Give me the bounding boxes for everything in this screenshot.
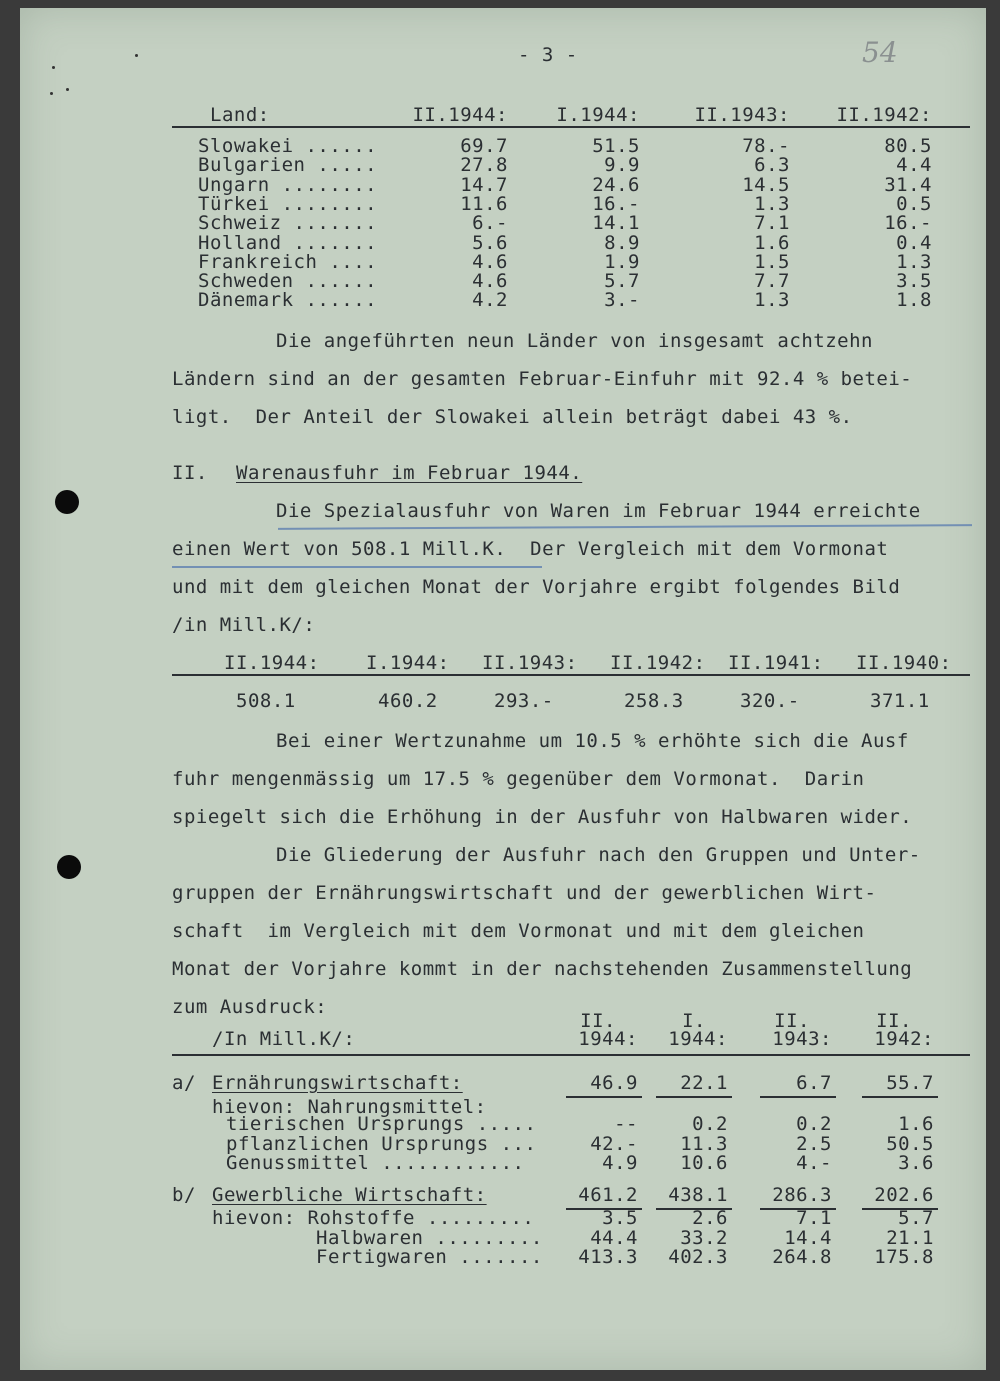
table3-header-year: 1944: bbox=[668, 1028, 728, 1050]
table1-value: 5.6 bbox=[472, 231, 508, 254]
table3-unit: /In Mill.K/: bbox=[212, 1028, 356, 1050]
table2-value: 293.- bbox=[494, 690, 554, 712]
table1-country: Frankreich .... bbox=[198, 250, 378, 273]
speck-mark bbox=[135, 54, 138, 57]
table1-country: Ungarn ........ bbox=[198, 173, 378, 196]
text-line: Bei einer Wertzunahme um 10.5 % erhöhte sich die Ausf bbox=[276, 730, 909, 752]
group-a-row-value: 4.9 bbox=[602, 1152, 638, 1174]
table2-value: 258.3 bbox=[624, 690, 684, 712]
group-b-row-value: 14.4 bbox=[784, 1226, 832, 1249]
group-a-row-value: 10.6 bbox=[680, 1152, 728, 1174]
group-a-row-value: 42.- bbox=[590, 1132, 638, 1155]
text-line: Die Gliederung der Ausfuhr nach den Gruppen und Unter- bbox=[276, 844, 921, 866]
table1-value: 31.4 bbox=[884, 173, 932, 196]
table3-header-rule bbox=[172, 1054, 970, 1056]
group-a-total-underline bbox=[862, 1096, 938, 1098]
table1-country: Bulgarien ..... bbox=[198, 154, 378, 177]
table1-value: 11.6 bbox=[460, 192, 508, 215]
text-line: fuhr mengenmässig um 17.5 % gegenüber dem Vormonat. Darin bbox=[172, 768, 865, 790]
table1-header-rule bbox=[172, 126, 970, 128]
table2-value: 371.1 bbox=[870, 690, 930, 712]
group-b-row-value: 413.3 bbox=[578, 1246, 638, 1268]
speck-mark bbox=[50, 92, 53, 95]
table1-header-land: Land: bbox=[210, 104, 270, 126]
punch-hole-bottom bbox=[57, 855, 81, 879]
text-line: gruppen der Ernährungswirtschaft und der gewerblichen Wirt- bbox=[172, 882, 877, 904]
table1-value: 1.9 bbox=[604, 250, 640, 273]
table3-header-year: 1942: bbox=[874, 1028, 934, 1050]
group-b-row-value: 5.7 bbox=[898, 1207, 934, 1229]
group-a-title: Ernährungswirtschaft: bbox=[212, 1072, 463, 1094]
blue-pencil-underline bbox=[278, 524, 972, 530]
group-b-row-value: 21.1 bbox=[886, 1226, 934, 1249]
group-a-row-label: pflanzlichen Ursprungs ... bbox=[226, 1132, 537, 1155]
pencil-annotation: 54 bbox=[862, 36, 898, 69]
table1-value: 51.5 bbox=[592, 135, 640, 157]
table1-value: 80.5 bbox=[884, 135, 932, 157]
table2-header-rule bbox=[172, 674, 970, 676]
table1-value: 4.6 bbox=[472, 270, 508, 293]
table1-value: 3.5 bbox=[896, 270, 932, 293]
table1-value: 69.7 bbox=[460, 135, 508, 157]
table1-value: 1.5 bbox=[754, 250, 790, 273]
table1-value: 4.6 bbox=[472, 250, 508, 273]
group-a-row-value: 4.- bbox=[796, 1152, 832, 1174]
table2-value: 508.1 bbox=[236, 690, 296, 712]
group-b-row-value: 44.4 bbox=[590, 1226, 638, 1249]
group-b-row-label: Halbwaren ......... bbox=[316, 1226, 543, 1249]
table1-value: 4.4 bbox=[896, 154, 932, 177]
section-title: Warenausfuhr im Februar 1944. bbox=[236, 462, 583, 484]
group-a-row-value: 0.2 bbox=[692, 1113, 728, 1135]
group-a-total-underline bbox=[760, 1096, 836, 1098]
group-a-row-label: Genussmittel ............ bbox=[226, 1152, 525, 1174]
table1-country: Schweden ...... bbox=[198, 270, 378, 293]
text-line: ligt. Der Anteil der Slowakei allein beträgt dabei 43 %. bbox=[172, 406, 853, 428]
table1-value: 16.- bbox=[592, 192, 640, 215]
group-b-title: Gewerbliche Wirtschaft: bbox=[212, 1184, 487, 1206]
text-line: Die Spezialausfuhr von Waren im Februar 1944 erreichte bbox=[276, 500, 921, 522]
table1-header-col: II.1943: bbox=[694, 104, 790, 126]
table1-value: 3.- bbox=[604, 289, 640, 312]
group-b-total-value: 438.1 bbox=[668, 1184, 728, 1206]
text-line: zum Ausdruck: bbox=[172, 996, 328, 1018]
table1-header-col: II.1942: bbox=[836, 104, 932, 126]
text-line: schaft im Vergleich mit dem Vormonat und mit dem gleichen bbox=[172, 920, 865, 942]
table2-header-year: II.1941: bbox=[728, 652, 824, 674]
table3-header-period: II. bbox=[876, 1010, 912, 1032]
table1-value: 0.4 bbox=[896, 231, 932, 254]
group-b-row-label: hievon: Rohstoffe ......... bbox=[212, 1207, 535, 1229]
table1-value: 24.6 bbox=[592, 173, 640, 196]
table1-header-col: II.1944: bbox=[412, 104, 508, 126]
text-line: /in Mill.K/: bbox=[172, 614, 316, 636]
speck-mark bbox=[52, 66, 55, 69]
group-b-row-value: 2.6 bbox=[692, 1207, 728, 1229]
group-a-total-underline bbox=[566, 1096, 642, 1098]
group-b-row-value: 175.8 bbox=[874, 1246, 934, 1268]
text-line: und mit dem gleichen Monat der Vorjahre ergibt folgendes Bild bbox=[172, 576, 901, 598]
table1-country: Schweiz ....... bbox=[198, 212, 378, 235]
group-a-total-value: 6.7 bbox=[796, 1072, 832, 1094]
table1-country: Türkei ........ bbox=[198, 192, 378, 215]
table1-value: 6.3 bbox=[754, 154, 790, 177]
text-line: einen Wert von 508.1 Mill.K. Der Vergleich mit dem Vormonat bbox=[172, 538, 889, 560]
group-b-total-value: 286.3 bbox=[772, 1184, 832, 1206]
table1-value: 14.7 bbox=[460, 173, 508, 196]
group-a-row-label: tierischen Ursprungs ..... bbox=[226, 1113, 537, 1135]
group-b-row-value: 3.5 bbox=[602, 1207, 638, 1229]
table1-value: 4.2 bbox=[472, 289, 508, 312]
table1-country: Holland ....... bbox=[198, 231, 378, 254]
section-number: II. bbox=[172, 462, 208, 484]
group-b-row-value: 7.1 bbox=[796, 1207, 832, 1229]
group-a-row-value: 0.2 bbox=[796, 1113, 832, 1135]
document-page bbox=[20, 8, 986, 1370]
group-b-total-value: 461.2 bbox=[578, 1184, 638, 1206]
table2-header-year: I.1944: bbox=[366, 652, 450, 674]
text-line: Ländern sind an der gesamten Februar-Einfuhr mit 92.4 % betei- bbox=[172, 368, 913, 390]
table1-value: 7.7 bbox=[754, 270, 790, 293]
table1-value: 16.- bbox=[884, 212, 932, 235]
text-line: Die angeführten neun Länder von insgesamt achtzehn bbox=[276, 330, 873, 352]
table2-header-year: II.1942: bbox=[610, 652, 706, 674]
group-a-total-value: 46.9 bbox=[590, 1072, 638, 1094]
text-line: spiegelt sich die Erhöhung in der Ausfuhr von Halbwaren wider. bbox=[172, 806, 913, 828]
table2-value: 460.2 bbox=[378, 690, 438, 712]
table2-header-year: II.1940: bbox=[856, 652, 952, 674]
table2-header-year: II.1943: bbox=[482, 652, 578, 674]
table1-value: 1.3 bbox=[896, 250, 932, 273]
table1-value: 1.3 bbox=[754, 192, 790, 215]
group-b-label: b/ bbox=[172, 1184, 196, 1206]
page-number: - 3 - bbox=[518, 44, 578, 66]
speck-mark bbox=[66, 88, 69, 91]
table3-header-period: II. bbox=[774, 1010, 810, 1032]
group-a-total-value: 55.7 bbox=[886, 1072, 934, 1094]
table1-value: 7.1 bbox=[754, 212, 790, 235]
table3-header-period: I. bbox=[682, 1010, 706, 1032]
table1-value: 78.- bbox=[742, 135, 790, 157]
table2-value: 320.- bbox=[740, 690, 800, 712]
text-line: Monat der Vorjahre kommt in der nachstehenden Zusammenstellung bbox=[172, 958, 913, 980]
group-b-row-value: 402.3 bbox=[668, 1246, 728, 1268]
table3-header-period: II. bbox=[580, 1010, 616, 1032]
table1-value: 0.5 bbox=[896, 192, 932, 215]
group-a-label: a/ bbox=[172, 1072, 196, 1094]
blue-pencil-underline bbox=[172, 566, 542, 568]
group-b-row-label: Fertigwaren ....... bbox=[316, 1246, 543, 1268]
group-a-row-value: 3.6 bbox=[898, 1152, 934, 1174]
table1-value: 8.9 bbox=[604, 231, 640, 254]
group-b-total-value: 202.6 bbox=[874, 1184, 934, 1206]
table1-country: Slowakei ...... bbox=[198, 135, 378, 157]
table1-value: 1.6 bbox=[754, 231, 790, 254]
group-b-row-value: 264.8 bbox=[772, 1246, 832, 1268]
group-a-row-value: -- bbox=[614, 1113, 638, 1135]
table1-value: 1.8 bbox=[896, 289, 932, 312]
group-a-subintro: hievon: Nahrungsmittel: bbox=[212, 1096, 487, 1118]
table1-header-col: I.1944: bbox=[556, 104, 640, 126]
group-a-row-value: 50.5 bbox=[886, 1132, 934, 1155]
group-a-row-value: 1.6 bbox=[898, 1113, 934, 1135]
group-a-total-underline bbox=[656, 1096, 732, 1098]
table1-value: 5.7 bbox=[604, 270, 640, 293]
group-a-total-value: 22.1 bbox=[680, 1072, 728, 1094]
table1-value: 14.1 bbox=[592, 212, 640, 235]
table2-header-year: II.1944: bbox=[224, 652, 320, 674]
group-b-row-value: 33.2 bbox=[680, 1226, 728, 1249]
table1-value: 9.9 bbox=[604, 154, 640, 177]
table1-value: 27.8 bbox=[460, 154, 508, 177]
table3-header-year: 1944: bbox=[578, 1028, 638, 1050]
table1-value: 6.- bbox=[472, 212, 508, 235]
table1-country: Dänemark ...... bbox=[198, 289, 378, 312]
table1-value: 14.5 bbox=[742, 173, 790, 196]
table1-value: 1.3 bbox=[754, 289, 790, 312]
group-a-row-value: 2.5 bbox=[796, 1132, 832, 1155]
group-a-row-value: 11.3 bbox=[680, 1132, 728, 1155]
table3-header-year: 1943: bbox=[772, 1028, 832, 1050]
punch-hole-top bbox=[55, 490, 79, 514]
